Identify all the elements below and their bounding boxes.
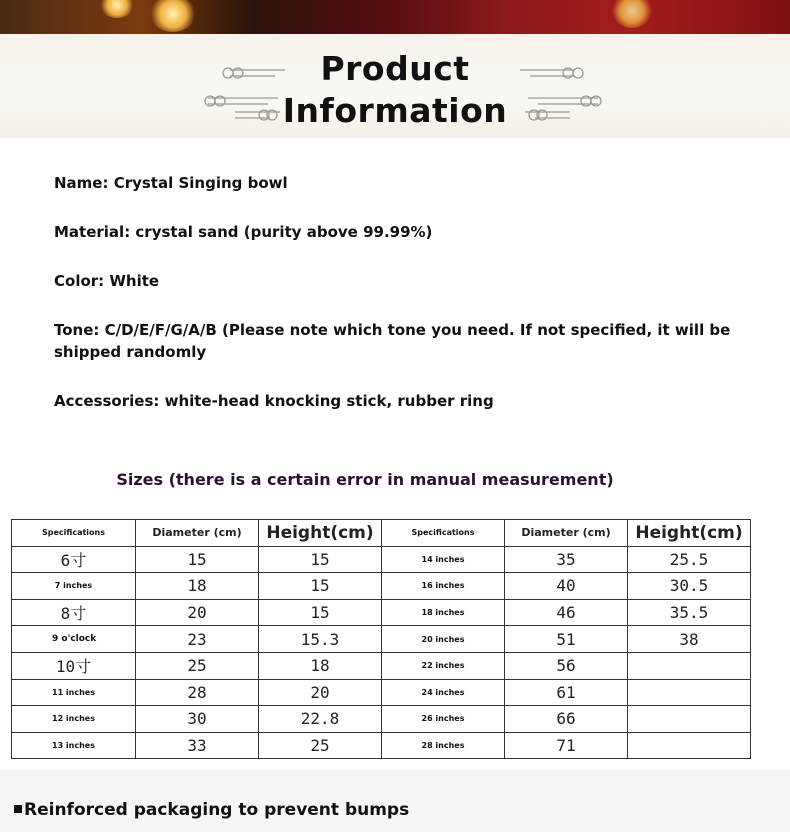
cell-diameter: 61: [505, 679, 628, 706]
cell-diameter: 25: [136, 652, 259, 679]
cell-spec: 14 inches: [382, 546, 505, 573]
table-row: [12, 626, 751, 653]
top-banner-image: [0, 0, 790, 34]
cell-height: [628, 679, 751, 706]
sizes-title: Sizes (there is a certain error in manual measurement): [116, 470, 614, 489]
header-diameter: Diameter (cm): [505, 520, 628, 547]
cell-spec: 8寸: [12, 599, 136, 626]
table-row: [12, 599, 751, 626]
info-material: Material: crystal sand (purity above 99.99%): [54, 223, 433, 241]
cell-diameter: 23: [136, 626, 259, 653]
cell-spec: 16 inches: [382, 573, 505, 600]
cell-spec: 18 inches: [382, 599, 505, 626]
info-tone: [54, 319, 730, 363]
cell-diameter: 18: [136, 573, 259, 600]
cell-spec: 28 inches: [382, 732, 505, 759]
cell-height: [628, 732, 751, 759]
page-title: [0, 48, 790, 132]
cell-spec: 7 inches: [12, 573, 136, 600]
header-height: Height(cm): [259, 520, 382, 547]
cell-diameter: 46: [505, 599, 628, 626]
cloud-ornament-left-icon: [200, 62, 295, 124]
cell-diameter: 56: [505, 652, 628, 679]
cell-spec: 26 inches: [382, 706, 505, 733]
cell-diameter: 28: [136, 679, 259, 706]
cell-diameter: 66: [505, 706, 628, 733]
cell-height: 18: [259, 652, 382, 679]
table-header-row: [12, 520, 751, 547]
title-line-1: Product: [320, 49, 470, 88]
cell-spec: 12 inches: [12, 706, 136, 733]
table-row: [12, 546, 751, 573]
cell-height: 25: [259, 732, 382, 759]
cell-height: 22.8: [259, 706, 382, 733]
header-height: Height(cm): [628, 520, 751, 547]
cell-diameter: 15: [136, 546, 259, 573]
cell-spec: 9 o'clock: [12, 626, 136, 653]
square-bullet-icon: [14, 805, 22, 813]
cell-height: 38: [628, 626, 751, 653]
cell-height: 15.3: [259, 626, 382, 653]
table-row: [12, 652, 751, 679]
info-color: Color: White: [54, 272, 160, 290]
cell-diameter: 51: [505, 626, 628, 653]
cell-height: [628, 652, 751, 679]
cell-spec: 20 inches: [382, 626, 505, 653]
footer-note: [14, 800, 409, 820]
cloud-ornament-right-icon: [510, 62, 605, 124]
title-line-2: Information: [282, 91, 508, 130]
cell-diameter: 35: [505, 546, 628, 573]
cell-spec: 6寸: [12, 546, 136, 573]
footer-text: Reinforced packaging to prevent bumps: [24, 800, 410, 820]
header-diameter: Diameter (cm): [136, 520, 259, 547]
header-specifications: Specifications: [382, 520, 505, 547]
cell-height: 35.5: [628, 599, 751, 626]
info-name: Name: Crystal Singing bowl: [54, 174, 288, 192]
cell-spec: 13 inches: [12, 732, 136, 759]
cell-height: 25.5: [628, 546, 751, 573]
info-accessories: Accessories: white-head knocking stick, rubber ring: [54, 392, 494, 410]
cell-diameter: 30: [136, 706, 259, 733]
cell-diameter: 20: [136, 599, 259, 626]
cell-spec: 24 inches: [382, 679, 505, 706]
cell-height: 15: [259, 599, 382, 626]
table-row: [12, 679, 751, 706]
cell-height: 20: [259, 679, 382, 706]
cell-diameter: 40: [505, 573, 628, 600]
table-row: [12, 706, 751, 733]
info-tone-line-1: Tone: C/D/E/F/G/A/B (Please note which tone you need. If not specified, it will be: [54, 321, 731, 339]
cell-spec: 11 inches: [12, 679, 136, 706]
info-tone-line-2: shipped randomly: [54, 343, 207, 361]
cell-spec: 10寸: [12, 652, 136, 679]
cell-diameter: 33: [136, 732, 259, 759]
cell-height: 30.5: [628, 573, 751, 600]
cell-height: 15: [259, 546, 382, 573]
cell-height: 15: [259, 573, 382, 600]
sizes-table: [11, 519, 751, 759]
table-row: [12, 732, 751, 759]
cell-spec: 22 inches: [382, 652, 505, 679]
cell-height: [628, 706, 751, 733]
cell-diameter: 71: [505, 732, 628, 759]
header-specifications: Specifications: [12, 520, 136, 547]
table-row: [12, 573, 751, 600]
